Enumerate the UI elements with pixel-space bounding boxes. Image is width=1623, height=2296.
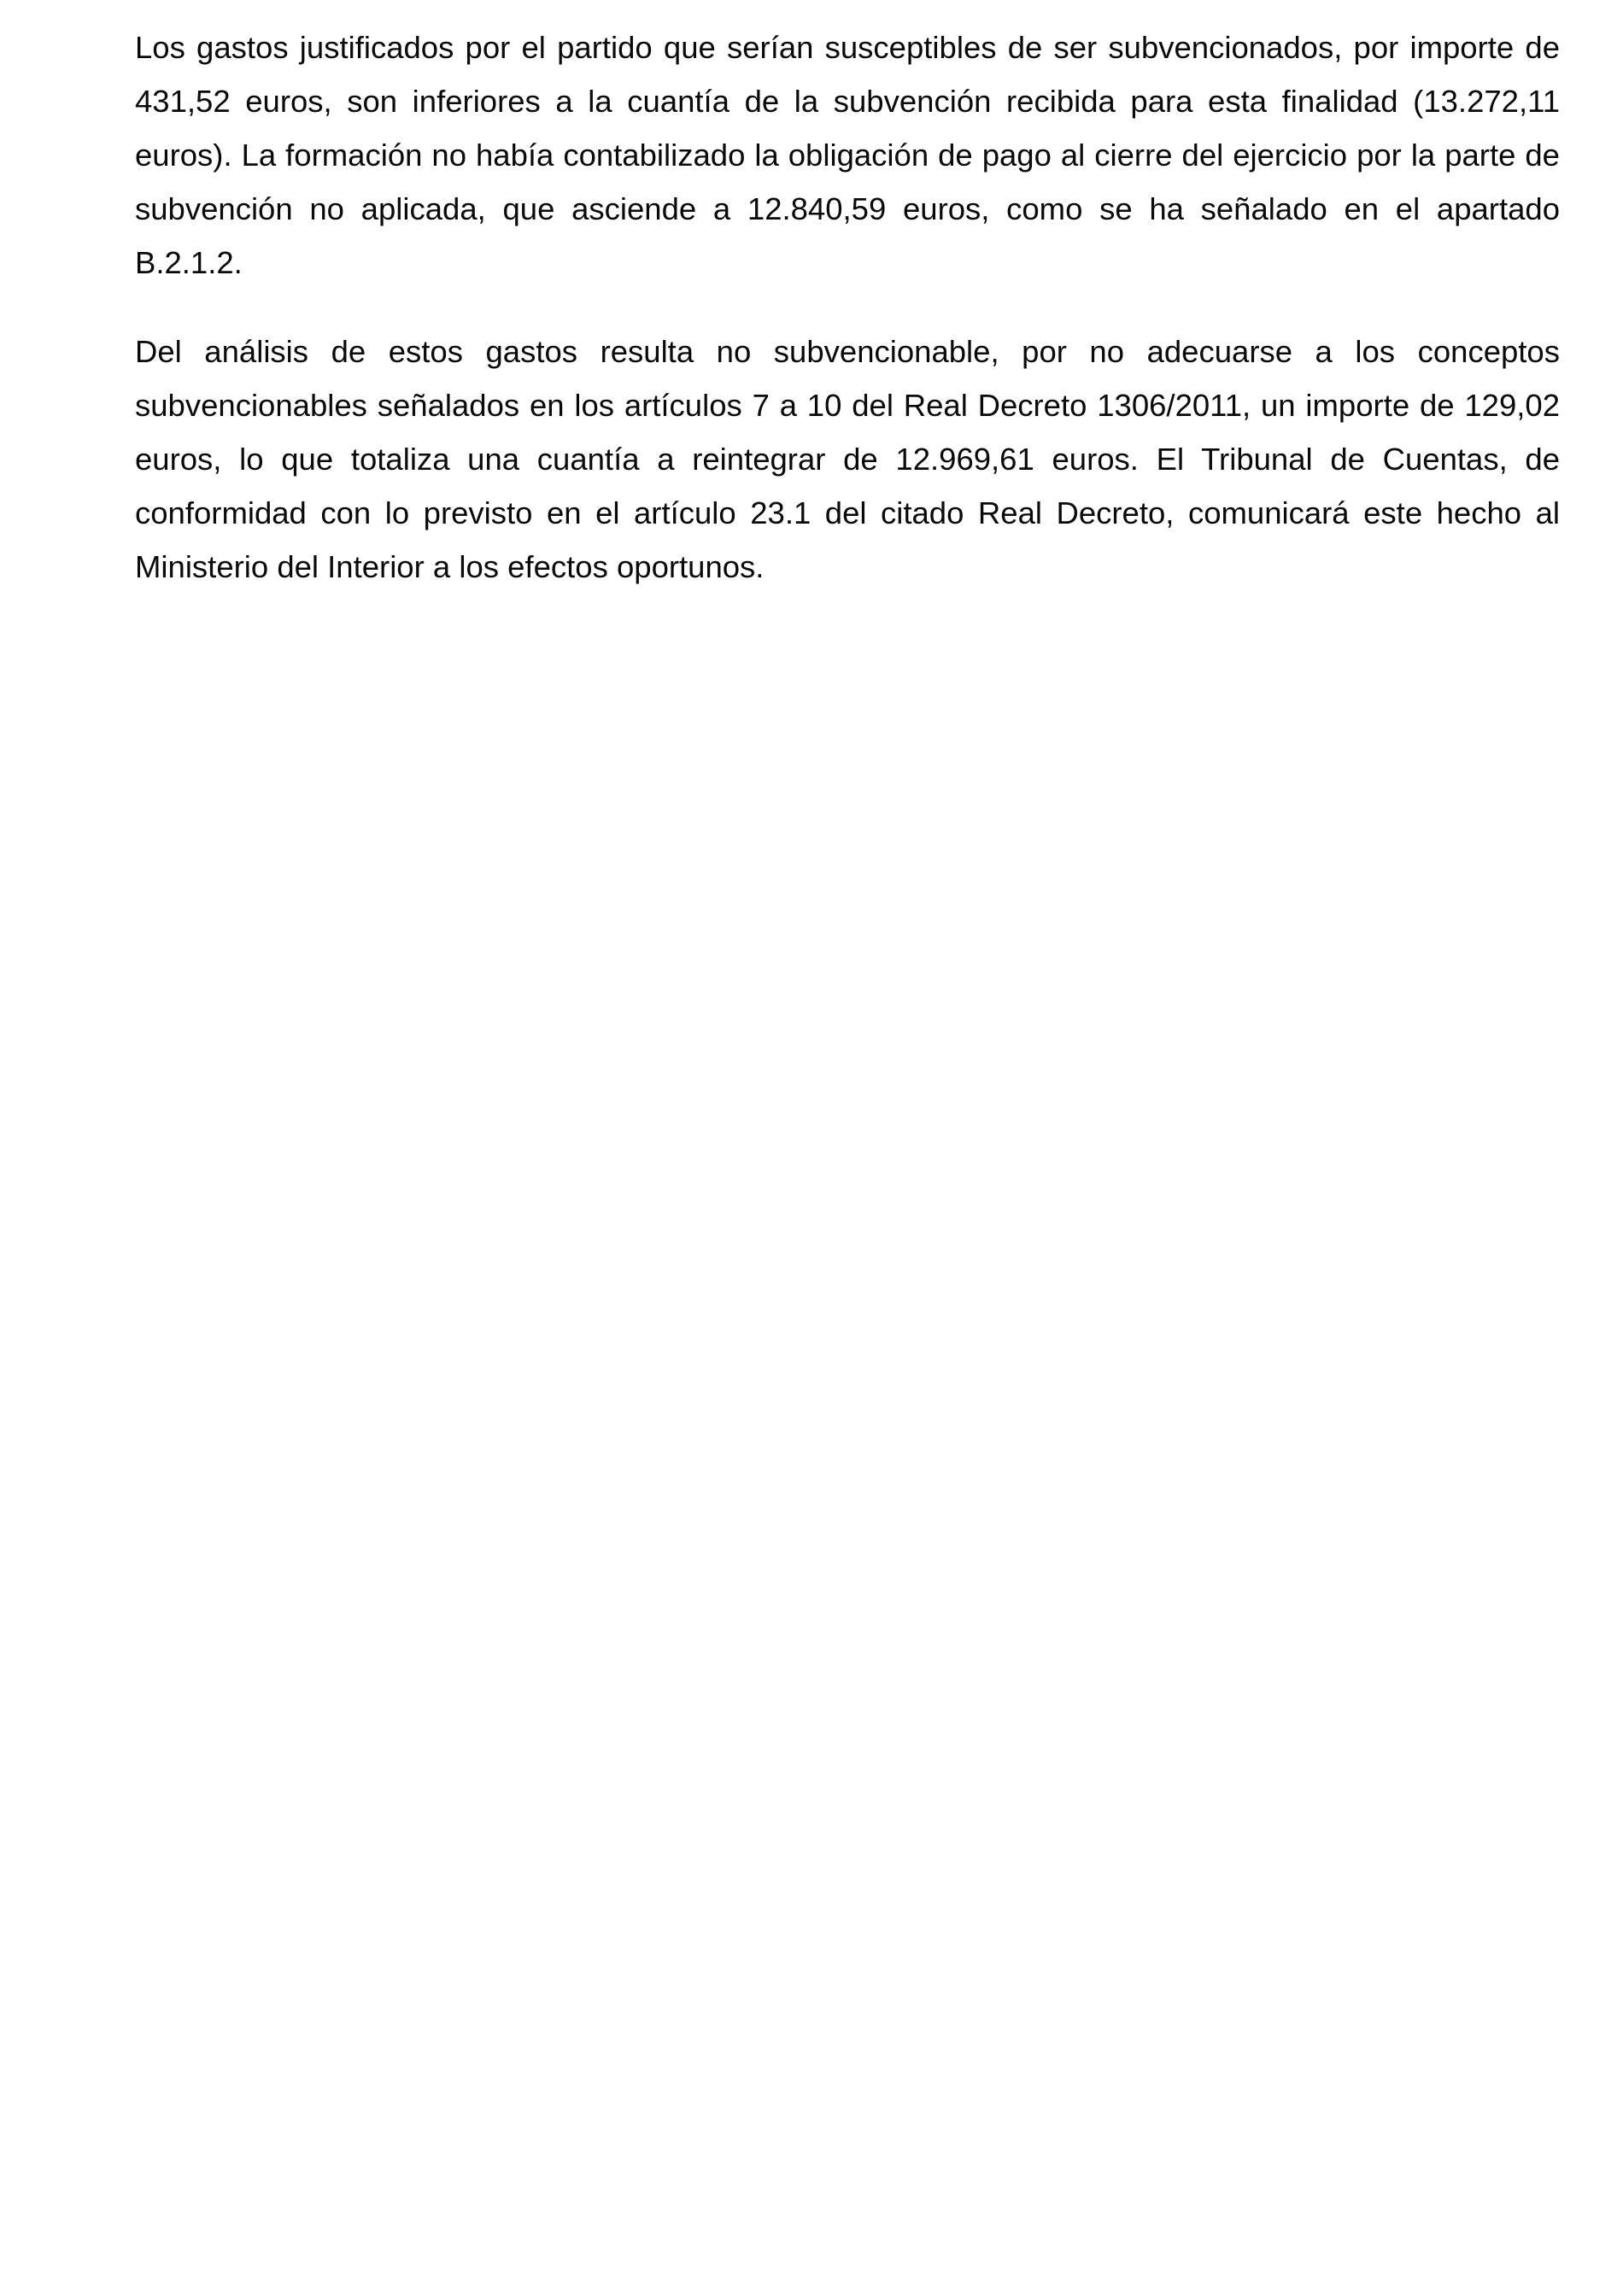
paragraph-subsidy-justified-expenses: Los gastos justificados por el partido que serían susceptibles de ser subvencionados, por importe de 431,52 euros, son inferiores a la cuantía de la subvención recibida para esta finalidad (13.272,11 euros). La formación no había contabilizado la obligación de pago al cierre del ejercicio por la parte de subvención no aplicada, que asciende a 12.840,59 euros, como se ha señalado en el apartado B.2.1.2. bbox=[135, 30, 1560, 280]
paragraph-non-subsidizable-amount: Del análisis de estos gastos resulta no subvencionable, por no adecuarse a los conceptos subvencionables señalados en los artículos 7 a 10 del Real Decreto 1306/2011, un importe de 129,02 euros, lo que totaliza una cuantía a reintegrar de 12.969,61 euros. El Tribunal de Cuentas, de conformidad con lo previsto en el artículo 23.1 del citado Real Decreto, comunicará este hecho al Ministerio del Interior a los efectos oportunos. bbox=[135, 334, 1560, 584]
